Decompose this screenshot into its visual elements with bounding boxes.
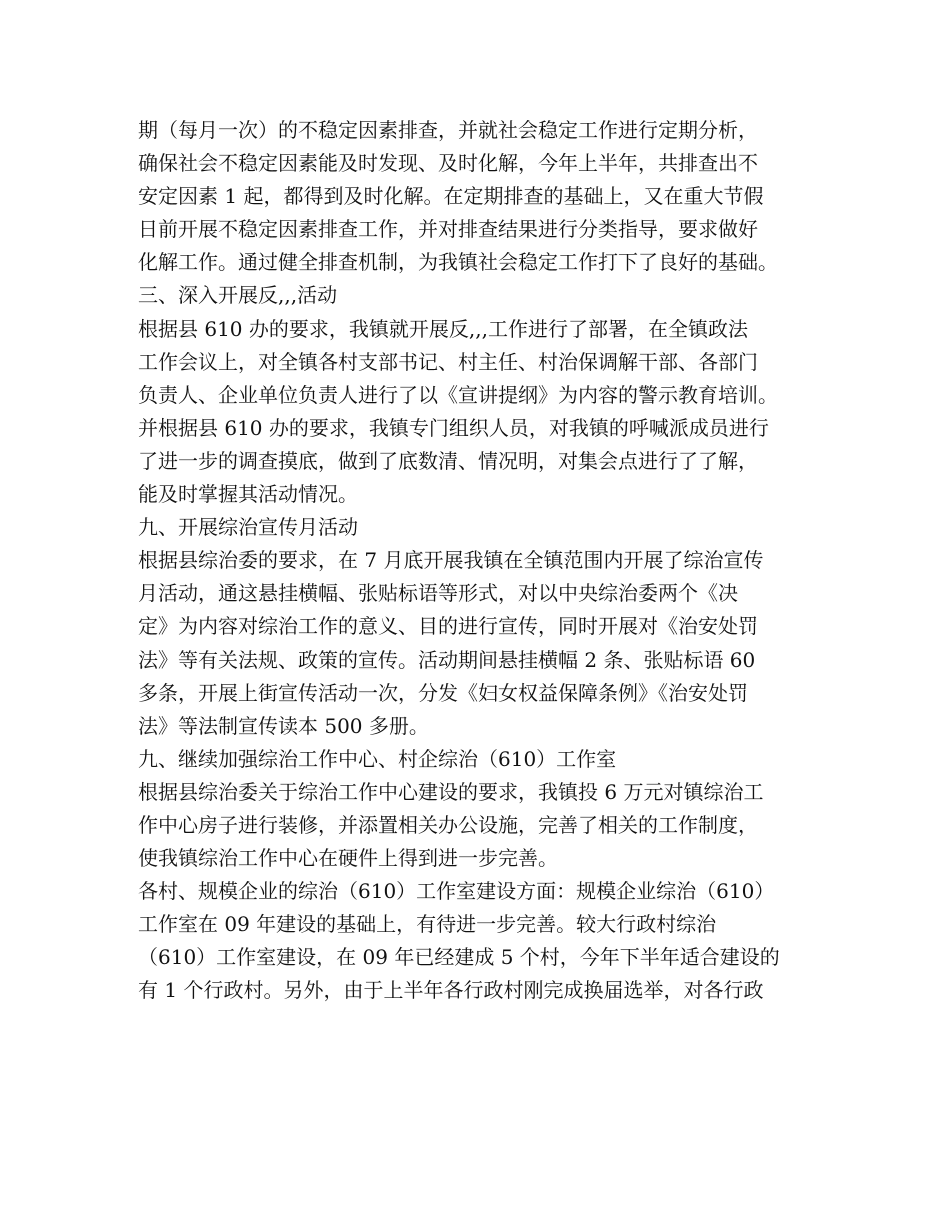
text-line: 法》等法制宣传读本 500 多册。 (138, 713, 429, 738)
text-line: 根据县 610 办的要求，我镇就开展反,,,工作进行了部署，在全镇政法 (138, 316, 748, 341)
text-line: 了进一步的调查摸底，做到了底数清、情况明，对集会点进行了了解， (138, 448, 758, 473)
text-line: 有 1 个行政村。另外，由于上半年各行政村刚完成换届选举，对各行政 (138, 978, 764, 1003)
text-line: 能及时掌握其活动情况。 (138, 482, 358, 507)
text-line: 负责人、企业单位负责人进行了以《宣讲提纲》为内容的警示教育培训。 (138, 382, 778, 407)
section-heading: 九、继续加强综治工作中心、村企综治（610）工作室 (138, 746, 617, 771)
text-line: 日前开展不稳定因素排查工作，并对排查结果进行分类指导，要求做好 (138, 217, 758, 242)
text-line: 法》等有关法规、政策的宣传。活动期间悬挂横幅 2 条、张贴标语 60 (138, 647, 756, 672)
text-line: 工作会议上，对全镇各村支部书记、村主任、村治保调解干部、各部门 (138, 349, 758, 374)
text-line: （610）工作室建设，在 09 年已经建成 5 个村，今年下半年适合建设的 (138, 945, 780, 970)
text-line: 安定因素 1 起，都得到及时化解。在定期排查的基础上，又在重大节假 (138, 184, 764, 209)
text-line: 根据县综治委关于综治工作中心建设的要求，我镇投 6 万元对镇综治工 (138, 779, 764, 804)
text-line: 工作室在 09 年建设的基础上，有待进一步完善。较大行政村综治 (138, 912, 717, 937)
text-line: 根据县综治委的要求，在 7 月底开展我镇在全镇范围内开展了综治宣传 (138, 548, 764, 573)
text-line: 月活动，通这悬挂横幅、张贴标语等形式，对以中央综治委两个《决 (138, 581, 738, 606)
text-line: 化解工作。通过健全排查机制，为我镇社会稳定工作打下了良好的基础。 (138, 250, 778, 275)
section-heading: 三、深入开展反,,,活动 (138, 283, 338, 308)
document-page (138, 114, 828, 1008)
text-line: 定》为内容对综治工作的意义、目的进行宣传，同时开展对《治安处罚 (138, 614, 758, 639)
text-line: 各村、规模企业的综治（610）工作室建设方面：规模企业综治（610） (138, 879, 775, 904)
text-line: 作中心房子进行装修，并添置相关办公设施，完善了相关的工作制度， (138, 812, 758, 837)
text-line: 期（每月一次）的不稳定因素排查，并就社会稳定工作进行定期分析， (138, 118, 758, 142)
section-heading: 九、开展综治宣传月活动 (138, 515, 358, 540)
text-line: 多条，开展上街宣传活动一次，分发《妇女权益保障条例》《治安处罚 (138, 680, 748, 705)
text-line: 使我镇综治工作中心在硬件上得到进一步完善。 (138, 846, 558, 871)
text-line: 确保社会不稳定因素能及时发现、及时化解，今年上半年，共排查出不 (138, 151, 758, 176)
text-line: 并根据县 610 办的要求，我镇专门组织人员，对我镇的呼喊派成员进行 (138, 415, 769, 440)
